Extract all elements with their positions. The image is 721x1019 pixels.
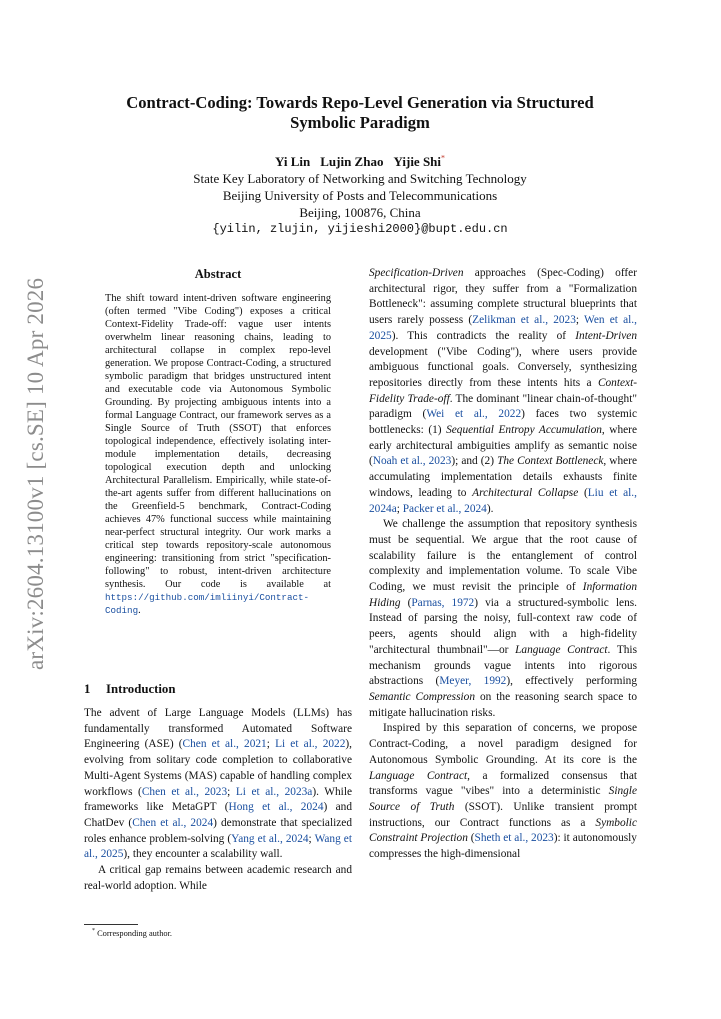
abstract-heading: Abstract: [194, 267, 242, 281]
paragraph: We challenge the assumption that repository synthesis must be sequential. We argue that the root cause of scalability failure is the entanglement of control complexity and implementation volume. To scale Vibe Coding, we must revisit the principle of Information Hiding (Parnas, 1972) via a structured-symbolic lens. Instead of parsing the noisy, full-context raw code of peers, agents should align with a high-fidelity "architectural thumbnail"—or Language Contract. This mechanism grounds vague intents into rigorous abstractions (Meyer, 1992), effectively performing Semantic Compression on the reasoning search space to mitigate hallucination risks.: [369, 518, 638, 719]
abstract-body: The shift toward intent-driven software engineering (often termed "Vibe Coding") exposes a critical Context-Fidelity Trade-off: vague user intents overwhelm linear reasoning chains, leading to architectural collapse in complex repo-level generation. We propose Contract-Coding, a structured symbolic paradigm that bridges unstructured intent and executable code via Autonomous Symbolic Grounding. By projecting ambiguous intents into a formal Language Contract, our framework serves as a Single Source of Truth (SSOT) that enforces topological independence, effectively isolating inter-module implementation details, decreasing topological execution depth and unlocking Architectural Parallelism. Empirically, while state-of-the-art agents suffer from different hallucinations on the Greenfield-5 benchmark, Contract-Coding achieves 47% functional success while maintaining near-perfect structural integrity. Our work marks a critical step towards repository-scale autonomous engineering: transitioning from strict "specification-following" to robust, intent-driven architecture synthesis. Our code is available at https://github.com/imliinyi/Contract-Coding.: [105, 293, 331, 616]
arxiv-stamp: arXiv:2604.13100v1 [cs.SE] 10 Apr 2026: [23, 277, 48, 670]
citation-link[interactable]: Parnas, 1972: [411, 596, 475, 609]
citation-link[interactable]: Chen et al., 2023: [141, 785, 228, 798]
citation-link[interactable]: Sheth et al., 2023: [474, 832, 554, 845]
footnote-rule: [84, 924, 138, 925]
paragraph: A critical gap remains between academic research and real-world adoption. While: [84, 864, 352, 892]
affiliation-line: Beijing University of Posts and Telecommunications: [222, 188, 498, 204]
author-name: Lujin Zhao: [320, 154, 384, 170]
footnote-mark: *: [92, 928, 95, 934]
title-line-1: Contract-Coding: Towards Repo-Level Generation via Structured: [126, 93, 594, 112]
author-name-corresponding: Yijie Shi*: [393, 154, 446, 170]
code-link[interactable]: https://github.com/imliinyi/Contract-Coding: [105, 592, 309, 616]
citation-link[interactable]: Li et al., 2023a: [235, 785, 313, 798]
author-emails: {yilin, zlujin, yijieshi2000}@bupt.edu.cn: [212, 222, 508, 237]
intro-left-column: [84, 706, 352, 894]
paper-title: [80, 93, 640, 133]
author-names: [80, 150, 640, 170]
title-line-2: Symbolic Paradigm: [290, 113, 430, 132]
intro-right-column: [369, 266, 637, 863]
citation-link[interactable]: Wang et al., 2025: [84, 832, 352, 861]
paragraph: The advent of Large Language Models (LLMs) has fundamentally transformed Automated Software Engineering (ASE) (Chen et al., 2021; Li et al., 2022), evolving from solitary code completion to collaborative Multi-Agent Systems (MAS) capable of handling complex workflows (Chen et al., 2023; Li et al., 2023a). While frameworks like MetaGPT (Hong et al., 2024) and ChatDev (Chen et al., 2024) demonstrate that specialized roles enhance problem-solving (Yang et al., 2024; Wang et al., 2025), they encounter a scalability wall.: [84, 707, 353, 861]
paragraph: Specification-Driven approaches (Spec-Coding) offer architectural rigor, they suffer from a "Formalization Bottleneck": assuming complete structural blueprints that users rarely possess (Zelikman et al., 2023; Wen et al., 2025). This contradicts the reality of Intent-Driven development ("Vibe Coding"), where users provide ambiguous functional goals. Conversely, synthesizing repositories directly from these intents hits a Context-Fidelity Trade-off. The dominant "linear chain-of-thought" paradigm (Wei et al., 2022) faces two systemic bottlenecks: (1) Sequential Entropy Accumulation, where early architectural ambiguities amplify as semantic noise (Noah et al., 2023); and (2) The Context Bottleneck, where accumulating implementation details exhausts finite windows, leading to Architectural Collapse (Liu et al., 2024a; Packer et al., 2024).: [369, 267, 638, 515]
section-number: 1: [84, 682, 91, 696]
citation-link[interactable]: Noah et al., 2023: [372, 455, 452, 468]
footnote: [92, 926, 172, 939]
citation-link[interactable]: Wei et al., 2022: [426, 408, 522, 421]
citation-link[interactable]: Chen et al., 2021: [182, 738, 267, 751]
paragraph: Inspired by this separation of concerns, we propose Contract-Coding, a novel paradigm designed for Autonomous Symbolic Grounding. At its core is the Language Contract, a formalized consensus that transforms vague "vibes" into a deterministic Single Source of Truth (SSOT). Unlike transient prompt instructions, our Contract functions as a Symbolic Constraint Projection (Sheth et al., 2023): it autonomously compresses the high-dimensional: [369, 722, 638, 861]
author-block: [80, 150, 640, 238]
citation-link[interactable]: Li et al., 2022: [275, 738, 346, 751]
citation-link[interactable]: Hong et al., 2024: [228, 801, 324, 814]
citation-link[interactable]: Chen et al., 2024: [132, 816, 214, 829]
citation-link[interactable]: Packer et al., 2024: [402, 502, 487, 515]
citation-link[interactable]: Wen et al., 2025: [369, 314, 637, 342]
corresponding-mark: *: [441, 154, 446, 163]
citation-link[interactable]: Yang et al., 2024: [231, 832, 309, 845]
section-title: Introduction: [106, 682, 176, 696]
affiliation-line: Beijing, 100876, China: [299, 205, 421, 221]
section-heading-introduction: [84, 681, 175, 697]
affiliation-line: State Key Laboratory of Networking and Switching Technology: [193, 171, 527, 187]
citation-link[interactable]: Meyer, 1992: [439, 675, 507, 688]
author-name: Yi Lin: [274, 154, 311, 170]
citation-link[interactable]: Zelikman et al., 2023: [472, 314, 576, 327]
footnote-text: Corresponding author.: [97, 928, 172, 938]
citation-link[interactable]: Liu et al., 2024a: [369, 486, 637, 515]
